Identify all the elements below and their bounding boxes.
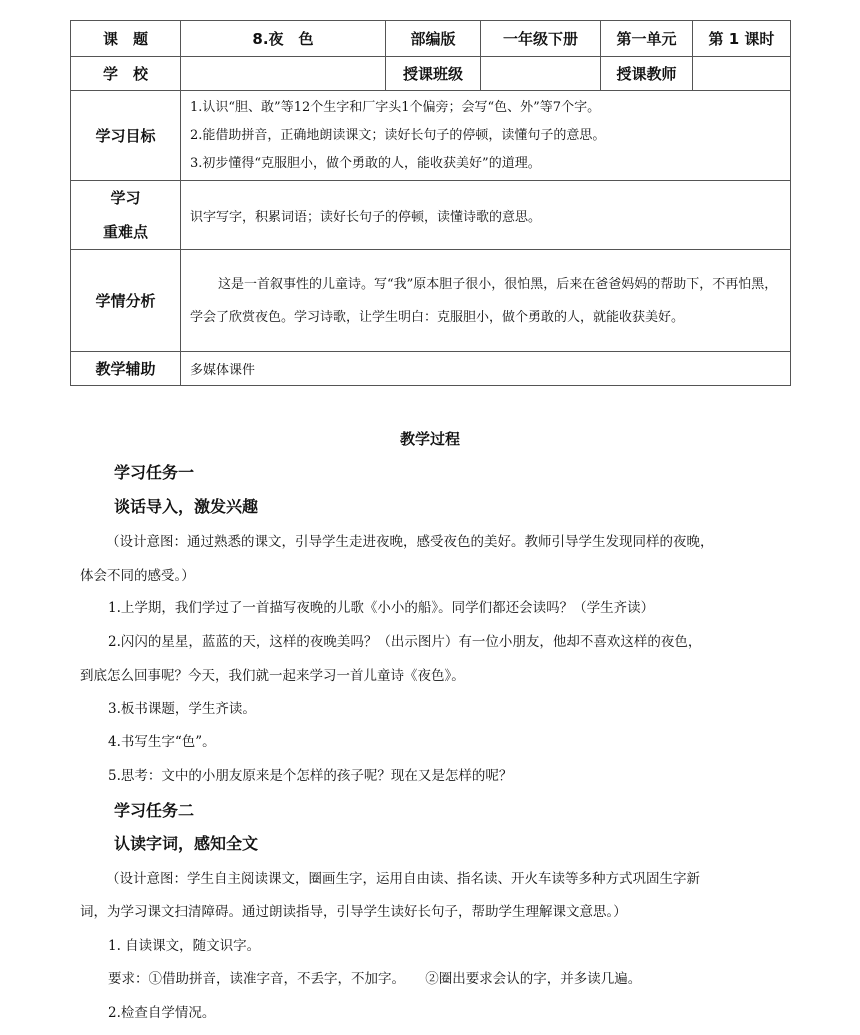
teacher-label: 授课教师: [601, 57, 693, 91]
info-row-aids: [71, 352, 791, 386]
task2-design-intent-cont: 词，为学习课文扫清障碍。通过朗读指导，引导学生读好长句子，帮助学生理解课文意思。）: [80, 904, 627, 920]
info-row-analysis: [71, 250, 791, 352]
task2-step-2: 2.检查自学情况。: [108, 1005, 216, 1021]
info-row-topic: [71, 21, 791, 57]
process-title: 教学过程: [399, 430, 460, 448]
lesson-cell: 第 1 课时: [693, 21, 791, 57]
task2-subheading: 认读字词，感知全文: [114, 834, 259, 853]
task2-step-1: 1. 自读课文，随文识字。: [108, 938, 261, 954]
unit-cell: 第一单元: [601, 21, 693, 57]
aids-text: 多媒体课件: [181, 352, 791, 386]
task2-requirement: 要求：①借助拼音，读准字音，不丢字，不加字。 ②圈出要求会认的字，并多读几遍。: [108, 971, 642, 987]
school-label: 学 校: [71, 57, 181, 91]
school-value: [181, 57, 386, 91]
goal-item: 3.初步懂得“克服胆小，做个勇敢的人，能收获美好”的道理。: [190, 155, 541, 171]
analysis-text: [181, 250, 791, 352]
task1-step-2-cont: 到底怎么回事呢？今天，我们就一起来学习一首儿童诗《夜色》。: [80, 668, 465, 684]
aids-label: 教学辅助: [71, 352, 181, 386]
topic-label: 课 题: [71, 21, 181, 57]
topic-value: 8.夜 色: [181, 21, 386, 57]
teacher-value: [693, 57, 791, 91]
task1-heading: 学习任务一: [114, 463, 195, 482]
task1-step-2: 2.闪闪的星星，蓝蓝的天，这样的夜晚美吗？（出示图片）有一位小朋友，他却不喜欢这样的夜色，: [108, 634, 702, 650]
key-points-label: [71, 181, 181, 250]
task2-design-intent: （设计意图：学生自主阅读课文，圈画生字，运用自由读、指名读、开火车读等多种方式巩固生字新: [106, 871, 700, 887]
task1-step-4: 4.书写生字“色”。: [108, 734, 216, 750]
info-row-goals: [71, 91, 791, 181]
lesson-info-table: [70, 20, 791, 386]
goal-item: 2.能借助拼音，正确地朗读课文；读好长句子的停顿，读懂句子的意思。: [190, 127, 606, 143]
key-points-label-line2: 重难点: [102, 223, 148, 241]
info-row-school: [71, 57, 791, 91]
task1-step-1: 1.上学期，我们学过了一首描写夜晚的儿歌《小小的船》。同学们都还会读吗？（学生齐读）: [108, 600, 655, 616]
key-points-label-line1: 学习: [110, 189, 141, 207]
task1-step-5: 5.思考：文中的小朋友原来是个怎样的孩子呢？现在又是怎样的呢？: [108, 768, 513, 784]
task1-design-intent-cont: 体会不同的感受。）: [80, 568, 195, 584]
task2-heading: 学习任务二: [114, 801, 195, 820]
analysis-paragraph: 这是一首叙事性的儿童诗。写“我”原本胆子很小，很怕黑，后来在爸爸妈妈的帮助下，不再怕黑，学会了欣赏夜色。学习诗歌，让学生明白：克服胆小，做个勇敢的人，就能收获美好。: [190, 276, 778, 325]
grade-cell: 一年级下册: [481, 21, 601, 57]
info-row-key-points: [71, 181, 791, 250]
class-value: [481, 57, 601, 91]
goals-label: 学习目标: [71, 91, 181, 181]
task1-step-3: 3.板书课题，学生齐读。: [108, 701, 256, 717]
task1-design-intent: （设计意图：通过熟悉的课文，引导学生走进夜晚，感受夜色的美好。教师引导学生发现同样的夜晚，: [106, 534, 714, 550]
class-label: 授课班级: [386, 57, 481, 91]
key-points-text: 识字写字，积累词语；读好长句子的停顿，读懂诗歌的意思。: [181, 181, 791, 250]
analysis-label: 学情分析: [71, 250, 181, 352]
goal-item: 1.认识“胆、敢”等12个生字和厂字头1个偏旁；会写“色、外”等7个字。: [190, 99, 601, 115]
task1-subheading: 谈话导入，激发兴趣: [114, 497, 259, 516]
goals-content: [181, 91, 791, 181]
edition-cell: 部编版: [386, 21, 481, 57]
